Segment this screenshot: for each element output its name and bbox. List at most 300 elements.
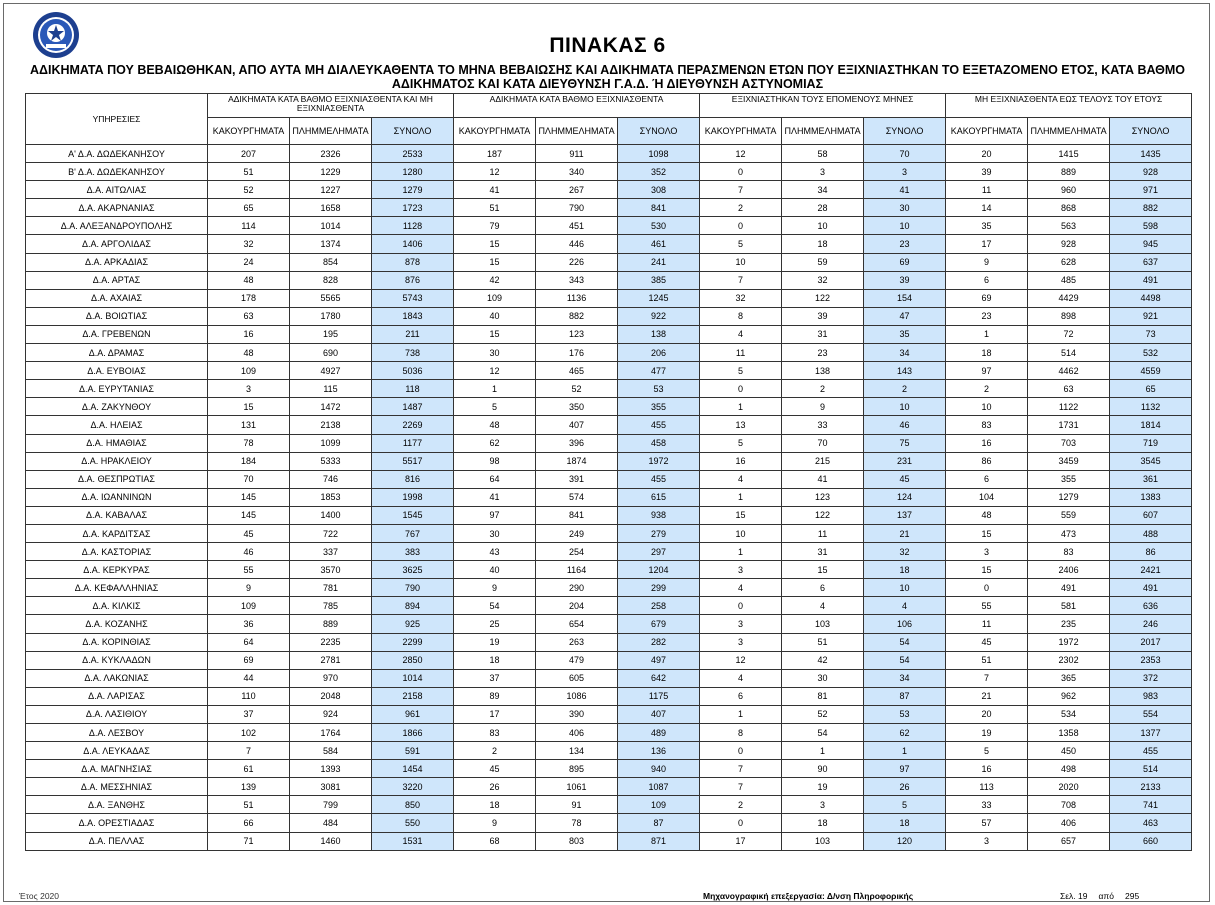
value-cell: 21 — [946, 687, 1028, 705]
value-cell: 18 — [864, 561, 946, 579]
value-cell: 83 — [454, 724, 536, 742]
value-cell: 11 — [946, 181, 1028, 199]
value-cell: 4927 — [290, 362, 372, 380]
value-cell: 1866 — [372, 724, 454, 742]
value-cell: 178 — [208, 289, 290, 307]
service-name-cell: Δ.Α. ΒΟΙΩΤΙΑΣ — [26, 307, 208, 325]
footer-year: Έτος 2020 — [19, 891, 59, 901]
value-cell: 41 — [454, 181, 536, 199]
value-cell: 43 — [454, 543, 536, 561]
value-cell: 1 — [864, 742, 946, 760]
value-cell: 473 — [1028, 524, 1110, 542]
value-cell: 32 — [208, 235, 290, 253]
value-cell: 746 — [290, 470, 372, 488]
value-cell: 1 — [700, 705, 782, 723]
value-cell: 9 — [208, 579, 290, 597]
value-cell: 86 — [946, 452, 1028, 470]
value-cell: 81 — [782, 687, 864, 705]
value-cell: 1122 — [1028, 398, 1110, 416]
value-cell: 10 — [864, 579, 946, 597]
value-cell: 21 — [864, 524, 946, 542]
value-cell: 3220 — [372, 778, 454, 796]
value-cell: 109 — [208, 597, 290, 615]
service-name-cell: Δ.Α. ΛΑΡΙΣΑΣ — [26, 687, 208, 705]
service-name-cell: Δ.Α. ΖΑΚΥΝΘΟΥ — [26, 398, 208, 416]
value-cell: 45 — [946, 633, 1028, 651]
value-cell: 446 — [536, 235, 618, 253]
col-header: ΣΥΝΟΛΟ — [864, 118, 946, 145]
value-cell: 23 — [782, 344, 864, 362]
value-cell: 605 — [536, 669, 618, 687]
value-cell: 241 — [618, 253, 700, 271]
service-name-cell: Δ.Α. ΠΕΛΛΑΣ — [26, 832, 208, 850]
value-cell: 35 — [864, 325, 946, 343]
service-name-cell: Δ.Α. ΑΡΓΟΛΙΔΑΣ — [26, 235, 208, 253]
value-cell: 5333 — [290, 452, 372, 470]
value-cell: 51 — [208, 163, 290, 181]
value-cell: 372 — [1110, 669, 1192, 687]
value-cell: 1 — [946, 325, 1028, 343]
value-cell: 78 — [536, 814, 618, 832]
value-cell: 3 — [700, 561, 782, 579]
value-cell: 2 — [946, 380, 1028, 398]
value-cell: 10 — [946, 398, 1028, 416]
value-cell: 7 — [700, 271, 782, 289]
service-name-cell: Δ.Α. ΕΥΒΟΙΑΣ — [26, 362, 208, 380]
value-cell: 54 — [864, 633, 946, 651]
table-row — [26, 416, 1192, 434]
value-cell: 55 — [946, 597, 1028, 615]
value-cell: 1164 — [536, 561, 618, 579]
value-cell: 2133 — [1110, 778, 1192, 796]
value-cell: 138 — [618, 325, 700, 343]
table-row — [26, 597, 1192, 615]
value-cell: 741 — [1110, 796, 1192, 814]
table-row — [26, 434, 1192, 452]
value-cell: 945 — [1110, 235, 1192, 253]
value-cell: 46 — [864, 416, 946, 434]
service-name-cell: Δ.Α. ΘΕΣΠΡΩΤΙΑΣ — [26, 470, 208, 488]
value-cell: 2299 — [372, 633, 454, 651]
value-cell: 134 — [536, 742, 618, 760]
value-cell: 532 — [1110, 344, 1192, 362]
value-cell: 828 — [290, 271, 372, 289]
value-cell: 1472 — [290, 398, 372, 416]
value-cell: 110 — [208, 687, 290, 705]
value-cell: 461 — [618, 235, 700, 253]
value-cell: 3 — [782, 163, 864, 181]
value-cell: 52 — [536, 380, 618, 398]
value-cell: 355 — [618, 398, 700, 416]
value-cell: 51 — [782, 633, 864, 651]
value-cell: 816 — [372, 470, 454, 488]
value-cell: 498 — [1028, 760, 1110, 778]
col-header: ΠΛΗΜΜΕΛΗΜΑΤΑ — [290, 118, 372, 145]
value-cell: 115 — [290, 380, 372, 398]
table-row — [26, 669, 1192, 687]
table-row — [26, 543, 1192, 561]
table-row — [26, 687, 1192, 705]
value-cell: 17 — [454, 705, 536, 723]
table-row — [26, 615, 1192, 633]
value-cell: 10 — [782, 217, 864, 235]
col-header: ΚΑΚΟΥΡΓΗΜΑΤΑ — [454, 118, 536, 145]
value-cell: 971 — [1110, 181, 1192, 199]
col-header: ΣΥΝΟΛΟ — [372, 118, 454, 145]
value-cell: 63 — [1028, 380, 1110, 398]
value-cell: 584 — [290, 742, 372, 760]
value-cell: 385 — [618, 271, 700, 289]
value-cell: 68 — [454, 832, 536, 850]
value-cell: 1972 — [618, 452, 700, 470]
value-cell: 3 — [208, 380, 290, 398]
value-cell: 484 — [290, 814, 372, 832]
value-cell: 642 — [618, 669, 700, 687]
value-cell: 6 — [700, 687, 782, 705]
services-header: ΥΠΗΡΕΣΙΕΣ — [26, 94, 208, 145]
value-cell: 53 — [864, 705, 946, 723]
table-row — [26, 325, 1192, 343]
value-cell: 2269 — [372, 416, 454, 434]
value-cell: 41 — [864, 181, 946, 199]
table-row — [26, 398, 1192, 416]
value-cell: 889 — [1028, 163, 1110, 181]
service-name-cell: Δ.Α. ΞΑΝΘΗΣ — [26, 796, 208, 814]
value-cell: 16 — [946, 760, 1028, 778]
value-cell: 34 — [864, 669, 946, 687]
value-cell: 10 — [700, 524, 782, 542]
value-cell: 738 — [372, 344, 454, 362]
value-cell: 1245 — [618, 289, 700, 307]
value-cell: 1132 — [1110, 398, 1192, 416]
value-cell: 19 — [946, 724, 1028, 742]
value-cell: 54 — [864, 651, 946, 669]
value-cell: 1998 — [372, 488, 454, 506]
value-cell: 343 — [536, 271, 618, 289]
value-cell: 42 — [454, 271, 536, 289]
value-cell: 1374 — [290, 235, 372, 253]
page-of-label: από — [1098, 891, 1114, 901]
value-cell: 54 — [454, 597, 536, 615]
col-header: ΚΑΚΟΥΡΓΗΜΑΤΑ — [208, 118, 290, 145]
value-cell: 2850 — [372, 651, 454, 669]
value-cell: 350 — [536, 398, 618, 416]
value-cell: 279 — [618, 524, 700, 542]
service-name-cell: Δ.Α. ΜΕΣΣΗΝΙΑΣ — [26, 778, 208, 796]
value-cell: 145 — [208, 488, 290, 506]
value-cell: 563 — [1028, 217, 1110, 235]
value-cell: 33 — [946, 796, 1028, 814]
value-cell: 559 — [1028, 506, 1110, 524]
value-cell: 1377 — [1110, 724, 1192, 742]
value-cell: 1764 — [290, 724, 372, 742]
value-cell: 451 — [536, 217, 618, 235]
value-cell: 45 — [864, 470, 946, 488]
service-name-cell: Δ.Α. ΛΕΥΚΑΔΑΣ — [26, 742, 208, 760]
value-cell: 1 — [700, 543, 782, 561]
service-name-cell: Δ.Α. ΑΧΑΙΑΣ — [26, 289, 208, 307]
col-header: ΠΛΗΜΜΕΛΗΜΑΤΑ — [1028, 118, 1110, 145]
value-cell: 1279 — [372, 181, 454, 199]
value-cell: 69 — [208, 651, 290, 669]
value-cell: 104 — [946, 488, 1028, 506]
value-cell: 15 — [946, 524, 1028, 542]
value-cell: 97 — [454, 506, 536, 524]
value-cell: 514 — [1028, 344, 1110, 362]
value-cell: 5036 — [372, 362, 454, 380]
value-cell: 803 — [536, 832, 618, 850]
value-cell: 591 — [372, 742, 454, 760]
service-name-cell: Δ.Α. ΛΑΣΙΘΙΟΥ — [26, 705, 208, 723]
page-number: Σελ. 19 — [1060, 891, 1088, 901]
value-cell: 636 — [1110, 597, 1192, 615]
value-cell: 489 — [618, 724, 700, 742]
value-cell: 20 — [946, 145, 1028, 163]
value-cell: 53 — [618, 380, 700, 398]
value-cell: 34 — [864, 344, 946, 362]
value-cell: 3 — [946, 543, 1028, 561]
value-cell: 3 — [946, 832, 1028, 850]
value-cell: 722 — [290, 524, 372, 542]
value-cell: 690 — [290, 344, 372, 362]
value-cell: 32 — [782, 271, 864, 289]
value-cell: 64 — [208, 633, 290, 651]
value-cell: 215 — [782, 452, 864, 470]
value-cell: 70 — [208, 470, 290, 488]
value-cell: 0 — [700, 217, 782, 235]
table-body — [26, 145, 1192, 851]
value-cell: 2138 — [290, 416, 372, 434]
value-cell: 911 — [536, 145, 618, 163]
value-cell: 703 — [1028, 434, 1110, 452]
service-name-cell: Β' Δ.Α. ΔΩΔΕΚΑΝΗΣΟΥ — [26, 163, 208, 181]
value-cell: 12 — [454, 362, 536, 380]
value-cell: 97 — [946, 362, 1028, 380]
table-row — [26, 561, 1192, 579]
value-cell: 18 — [454, 651, 536, 669]
value-cell: 15 — [208, 398, 290, 416]
value-cell: 282 — [618, 633, 700, 651]
value-cell: 530 — [618, 217, 700, 235]
value-cell: 660 — [1110, 832, 1192, 850]
value-cell: 1531 — [372, 832, 454, 850]
table-row — [26, 506, 1192, 524]
service-name-cell: Δ.Α. ΚΟΡΙΝΘΙΑΣ — [26, 633, 208, 651]
value-cell: 14 — [946, 199, 1028, 217]
group-header: ΕΞΙΧΝΙΑΣΤΗΚΑΝ ΤΟΥΣ ΕΠΟΜΕΝΟΥΣ ΜΗΝΕΣ — [700, 94, 946, 118]
value-cell: 477 — [618, 362, 700, 380]
value-cell: 1061 — [536, 778, 618, 796]
value-cell: 2 — [864, 380, 946, 398]
value-cell: 0 — [700, 380, 782, 398]
value-cell: 799 — [290, 796, 372, 814]
value-cell: 2406 — [1028, 561, 1110, 579]
value-cell: 0 — [700, 597, 782, 615]
value-cell: 1128 — [372, 217, 454, 235]
service-name-cell: Δ.Α. ΗΛΕΙΑΣ — [26, 416, 208, 434]
value-cell: 254 — [536, 543, 618, 561]
value-cell: 13 — [700, 416, 782, 434]
value-cell: 1358 — [1028, 724, 1110, 742]
value-cell: 785 — [290, 597, 372, 615]
value-cell: 15 — [454, 235, 536, 253]
value-cell: 249 — [536, 524, 618, 542]
value-cell: 207 — [208, 145, 290, 163]
value-cell: 550 — [372, 814, 454, 832]
value-cell: 12 — [700, 145, 782, 163]
value-cell: 102 — [208, 724, 290, 742]
value-cell: 598 — [1110, 217, 1192, 235]
value-cell: 790 — [372, 579, 454, 597]
service-name-cell: Δ.Α. ΑΡΚΑΔΙΑΣ — [26, 253, 208, 271]
value-cell: 122 — [782, 289, 864, 307]
value-cell: 960 — [1028, 181, 1110, 199]
value-cell: 8 — [700, 307, 782, 325]
value-cell: 5517 — [372, 452, 454, 470]
value-cell: 337 — [290, 543, 372, 561]
group-header: ΑΔΙΚΗΜΑΤΑ ΚΑΤΑ ΒΑΘΜΟ ΕΞΙΧΝΙΑΣΘΕΝΤΑ ΚΑΙ ΜΗ ΕΞΙΧΝΙΑΣΘΕΝΤΑ — [208, 94, 454, 118]
value-cell: 355 — [1028, 470, 1110, 488]
value-cell: 40 — [454, 561, 536, 579]
value-cell: 24 — [208, 253, 290, 271]
value-cell: 124 — [864, 488, 946, 506]
value-cell: 488 — [1110, 524, 1192, 542]
value-cell: 1814 — [1110, 416, 1192, 434]
value-cell: 4 — [700, 669, 782, 687]
value-cell: 850 — [372, 796, 454, 814]
value-cell: 226 — [536, 253, 618, 271]
service-name-cell: Δ.Α. ΚΑΡΔΙΤΣΑΣ — [26, 524, 208, 542]
value-cell: 2017 — [1110, 633, 1192, 651]
value-cell: 31 — [782, 543, 864, 561]
value-cell: 11 — [946, 615, 1028, 633]
value-cell: 59 — [782, 253, 864, 271]
value-cell: 66 — [208, 814, 290, 832]
value-cell: 406 — [1028, 814, 1110, 832]
value-cell: 70 — [782, 434, 864, 452]
value-cell: 1280 — [372, 163, 454, 181]
value-cell: 1435 — [1110, 145, 1192, 163]
value-cell: 767 — [372, 524, 454, 542]
value-cell: 83 — [946, 416, 1028, 434]
value-cell: 657 — [1028, 832, 1110, 850]
value-cell: 2 — [782, 380, 864, 398]
service-name-cell: Δ.Α. ΗΡΑΚΛΕΙΟΥ — [26, 452, 208, 470]
value-cell: 30 — [864, 199, 946, 217]
value-cell: 113 — [946, 778, 1028, 796]
value-cell: 78 — [208, 434, 290, 452]
table-row — [26, 235, 1192, 253]
value-cell: 48 — [208, 271, 290, 289]
value-cell: 1383 — [1110, 488, 1192, 506]
value-cell: 924 — [290, 705, 372, 723]
service-name-cell: Δ.Α. ΑΛΕΞΑΝΔΡΟΥΠΟΛΗΣ — [26, 217, 208, 235]
value-cell: 51 — [208, 796, 290, 814]
value-cell: 0 — [946, 579, 1028, 597]
value-cell: 491 — [1110, 271, 1192, 289]
value-cell: 48 — [946, 506, 1028, 524]
value-cell: 4462 — [1028, 362, 1110, 380]
value-cell: 123 — [782, 488, 864, 506]
value-cell: 961 — [372, 705, 454, 723]
value-cell: 654 — [536, 615, 618, 633]
value-cell: 11 — [700, 344, 782, 362]
value-cell: 708 — [1028, 796, 1110, 814]
value-cell: 87 — [864, 687, 946, 705]
value-cell: 9 — [454, 579, 536, 597]
value-cell: 4 — [700, 579, 782, 597]
value-cell: 52 — [782, 705, 864, 723]
value-cell: 64 — [454, 470, 536, 488]
value-cell: 1014 — [290, 217, 372, 235]
value-cell: 406 — [536, 724, 618, 742]
value-cell: 4 — [700, 325, 782, 343]
value-cell: 48 — [208, 344, 290, 362]
value-cell: 1177 — [372, 434, 454, 452]
value-cell: 4498 — [1110, 289, 1192, 307]
value-cell: 5 — [946, 742, 1028, 760]
value-cell: 2048 — [290, 687, 372, 705]
page-title: ΠΙΝΑΚΑΣ 6 — [549, 34, 666, 57]
value-cell: 138 — [782, 362, 864, 380]
value-cell: 3 — [782, 796, 864, 814]
service-name-cell: Α' Δ.Α. ΔΩΔΕΚΑΝΗΣΟΥ — [26, 145, 208, 163]
value-cell: 204 — [536, 597, 618, 615]
table-row — [26, 814, 1192, 832]
value-cell: 1393 — [290, 760, 372, 778]
value-cell: 719 — [1110, 434, 1192, 452]
table-row — [26, 344, 1192, 362]
value-cell: 91 — [536, 796, 618, 814]
value-cell: 18 — [864, 814, 946, 832]
value-cell: 62 — [454, 434, 536, 452]
service-name-cell: Δ.Α. ΚΟΖΑΝΗΣ — [26, 615, 208, 633]
value-cell: 4429 — [1028, 289, 1110, 307]
value-cell: 26 — [864, 778, 946, 796]
value-cell: 581 — [1028, 597, 1110, 615]
value-cell: 206 — [618, 344, 700, 362]
service-name-cell: Δ.Α. ΚΥΚΛΑΔΩΝ — [26, 651, 208, 669]
table-row — [26, 488, 1192, 506]
value-cell: 5 — [864, 796, 946, 814]
value-cell: 231 — [864, 452, 946, 470]
value-cell: 1229 — [290, 163, 372, 181]
value-cell: 3570 — [290, 561, 372, 579]
value-cell: 5743 — [372, 289, 454, 307]
value-cell: 6 — [946, 470, 1028, 488]
value-cell: 10 — [864, 398, 946, 416]
value-cell: 889 — [290, 615, 372, 633]
value-cell: 75 — [864, 434, 946, 452]
service-name-cell: Δ.Α. ΚΕΡΚΥΡΑΣ — [26, 561, 208, 579]
value-cell: 895 — [536, 760, 618, 778]
value-cell: 1014 — [372, 669, 454, 687]
value-cell: 26 — [454, 778, 536, 796]
value-cell: 16 — [700, 452, 782, 470]
value-cell: 5 — [700, 235, 782, 253]
value-cell: 18 — [782, 235, 864, 253]
value-cell: 637 — [1110, 253, 1192, 271]
value-cell: 44 — [208, 669, 290, 687]
value-cell: 3081 — [290, 778, 372, 796]
value-cell: 1136 — [536, 289, 618, 307]
col-header: ΚΑΚΟΥΡΓΗΜΑΤΑ — [946, 118, 1028, 145]
value-cell: 57 — [946, 814, 1028, 832]
value-cell: 928 — [1028, 235, 1110, 253]
col-header: ΠΛΗΜΜΕΛΗΜΑΤΑ — [536, 118, 618, 145]
value-cell: 195 — [290, 325, 372, 343]
value-cell: 3 — [700, 633, 782, 651]
